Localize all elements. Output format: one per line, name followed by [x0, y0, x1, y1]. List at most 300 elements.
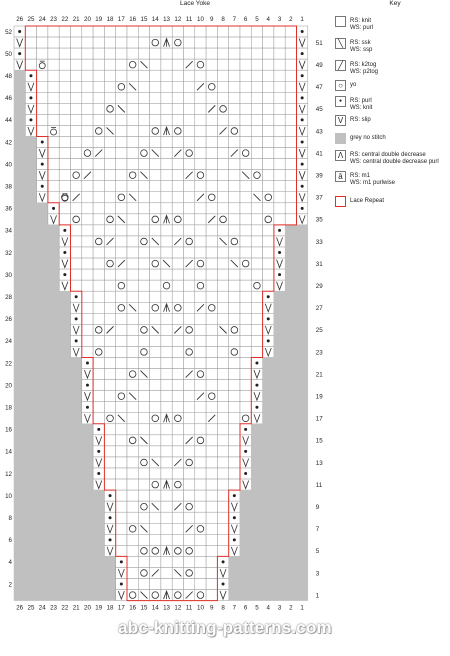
- grey-cell: [25, 148, 36, 159]
- knit-cell: [251, 302, 262, 313]
- knit-cell: [229, 114, 240, 125]
- grey-cell: [263, 435, 274, 446]
- grey-cell: [82, 435, 93, 446]
- grey-cell: [274, 523, 285, 534]
- knit-cell: [240, 26, 251, 37]
- knit-cell: [195, 590, 206, 601]
- knit-cell: [217, 37, 228, 48]
- knit-cell: [138, 37, 149, 48]
- row-number: 24: [5, 338, 12, 346]
- grey-cell: [263, 556, 274, 567]
- knit-cell: [229, 446, 240, 457]
- knit-cell: [206, 512, 217, 523]
- grey-cell: [297, 545, 308, 556]
- knit-cell: [150, 37, 161, 48]
- knit-cell: [251, 70, 262, 81]
- knit-cell: [161, 203, 172, 214]
- grey-cell: [285, 534, 296, 545]
- knit-cell: [127, 258, 138, 269]
- knit-cell: [71, 236, 82, 247]
- column-number: 24: [38, 16, 46, 23]
- knit-cell: [93, 114, 104, 125]
- knit-cell: [127, 313, 138, 324]
- grey-cell: [48, 446, 59, 457]
- chart-title: Lace Yoke: [179, 0, 210, 7]
- grey-cell: [82, 479, 93, 490]
- knit-cell: [138, 291, 149, 302]
- knit-cell: [195, 556, 206, 567]
- row-number: 39: [315, 172, 323, 180]
- knit-cell: [150, 280, 161, 291]
- knit-cell: [251, 114, 262, 125]
- knit-cell: [150, 81, 161, 92]
- grey-cell: [37, 203, 48, 214]
- column-number: 14: [151, 604, 159, 612]
- knit-cell: [71, 59, 82, 70]
- knit-cell: [82, 48, 93, 59]
- row-number: 9: [315, 503, 320, 511]
- knit-cell: [172, 280, 183, 291]
- legend-label: [350, 98, 372, 112]
- knit-cell: [150, 490, 161, 501]
- grey-cell: [25, 567, 36, 578]
- knit-cell: [195, 479, 206, 490]
- grey-cell: [48, 468, 59, 479]
- knit-cell: [206, 236, 217, 247]
- grey-cell: [37, 402, 48, 413]
- grey-cell: [37, 313, 48, 324]
- knit-cell: [172, 413, 183, 424]
- knit-cell: [285, 181, 296, 192]
- knit-cell: [172, 358, 183, 369]
- grey-cell: [25, 590, 36, 601]
- knit-cell: [184, 92, 195, 103]
- knit-cell: [150, 48, 161, 59]
- knit-cell: [206, 380, 217, 391]
- knit-cell: [195, 170, 206, 181]
- column-number: 15: [140, 604, 148, 612]
- grey-cell: [274, 501, 285, 512]
- knit-cell: [104, 114, 115, 125]
- grey-cell: [14, 457, 25, 468]
- knit-cell: [104, 214, 115, 225]
- knit-cell: [172, 48, 183, 59]
- grey-cell: [48, 556, 59, 567]
- knit-cell: [116, 313, 127, 324]
- knit-cell: [93, 369, 104, 380]
- grey-cell: [14, 170, 25, 181]
- grey-cell: [48, 291, 59, 302]
- knit-cell: [93, 313, 104, 324]
- grey-cell: [285, 490, 296, 501]
- knit-cell: [285, 59, 296, 70]
- knit-cell: [229, 269, 240, 280]
- knit-cell: [251, 59, 262, 70]
- knit-cell: [274, 203, 285, 214]
- grey-cell: [59, 346, 70, 357]
- knit-cell: [127, 37, 138, 48]
- knit-cell: [184, 48, 195, 59]
- knit-cell: [263, 48, 274, 59]
- purl-symbol: [278, 229, 281, 232]
- grey-cell: [263, 380, 274, 391]
- grey-cell: [25, 391, 36, 402]
- grey-cell: [48, 335, 59, 346]
- knit-cell: [150, 391, 161, 402]
- knit-cell: [161, 26, 172, 37]
- knit-cell: [172, 203, 183, 214]
- knit-cell: [25, 26, 36, 37]
- knit-cell: [184, 26, 195, 37]
- grey-cell: [82, 446, 93, 457]
- column-number: 2: [289, 604, 293, 612]
- knit-cell: [195, 236, 206, 247]
- row-number: 2: [8, 581, 12, 589]
- purl-symbol: [233, 516, 236, 519]
- knit-cell: [150, 579, 161, 590]
- knit-cell: [229, 125, 240, 136]
- knit-cell: [161, 92, 172, 103]
- grey-cell: [71, 545, 82, 556]
- knit-cell: [93, 302, 104, 313]
- knit-cell: [263, 236, 274, 247]
- knit-cell: [93, 402, 104, 413]
- grey-cell: [297, 302, 308, 313]
- knit-cell: [285, 26, 296, 37]
- knit-cell: [37, 81, 48, 92]
- knit-cell: [138, 181, 149, 192]
- grey-cell: [25, 203, 36, 214]
- knit-cell: [71, 181, 82, 192]
- grey-cell: [14, 225, 25, 236]
- knit-cell: [116, 346, 127, 357]
- knit-cell: [240, 247, 251, 258]
- row-number: 44: [5, 117, 12, 125]
- knit-cell: [59, 214, 70, 225]
- knit-cell: [229, 170, 240, 181]
- purl-symbol: [97, 450, 100, 453]
- knit-cell: [195, 48, 206, 59]
- grey-cell: [82, 556, 93, 567]
- knit-cell: [229, 37, 240, 48]
- knit-cell: [93, 324, 104, 335]
- grey-cell: [251, 556, 262, 567]
- column-number: 12: [174, 16, 182, 23]
- knit-cell: [161, 346, 172, 357]
- knit-cell: [127, 324, 138, 335]
- knit-cell: [217, 103, 228, 114]
- knit-cell: [195, 424, 206, 435]
- knit-cell: [172, 579, 183, 590]
- knit-cell: [127, 512, 138, 523]
- knit-cell: [195, 457, 206, 468]
- grey-cell: [14, 302, 25, 313]
- grey-cell: [285, 369, 296, 380]
- column-number: 18: [106, 16, 114, 23]
- grey-cell: [14, 324, 25, 335]
- knit-cell: [150, 556, 161, 567]
- knit-cell: [138, 446, 149, 457]
- grey-cell: [297, 346, 308, 357]
- grey-cell: [297, 369, 308, 380]
- knit-cell: [229, 457, 240, 468]
- grey-cell: [48, 346, 59, 357]
- grey-cell: [48, 225, 59, 236]
- grey-cell: [285, 335, 296, 346]
- grey-cell: [25, 490, 36, 501]
- grey-cell: [25, 501, 36, 512]
- knit-cell: [195, 313, 206, 324]
- knit-cell: [138, 269, 149, 280]
- column-number: 18: [106, 604, 114, 612]
- grey-cell: [37, 280, 48, 291]
- legend-ws-text: WS: ssp: [350, 47, 373, 53]
- knit-cell: [217, 247, 228, 258]
- knit-cell: [172, 424, 183, 435]
- grey-cell: [37, 369, 48, 380]
- grey-cell: [59, 424, 70, 435]
- grey-cell: [297, 247, 308, 258]
- knit-cell: [59, 59, 70, 70]
- knit-cell: [240, 59, 251, 70]
- knit-cell: [150, 225, 161, 236]
- knit-cell: [240, 346, 251, 357]
- grey-cell: [71, 435, 82, 446]
- knit-cell: [71, 159, 82, 170]
- knit-cell: [206, 490, 217, 501]
- grey-cell: [297, 313, 308, 324]
- knit-cell: [229, 137, 240, 148]
- knit-cell: [104, 181, 115, 192]
- knit-cell: [217, 369, 228, 380]
- purl-symbol: [278, 273, 281, 276]
- knit-cell: [229, 358, 240, 369]
- knit-cell: [217, 148, 228, 159]
- knit-cell: [217, 291, 228, 302]
- grey-cell: [71, 490, 82, 501]
- grey-cell: [297, 280, 308, 291]
- grey-cell: [240, 512, 251, 523]
- knit-cell: [229, 214, 240, 225]
- row-number: 12: [5, 470, 12, 478]
- column-number: 7: [232, 16, 237, 23]
- grey-cell: [14, 335, 25, 346]
- knit-cell: [161, 247, 172, 258]
- knit-cell: [229, 48, 240, 59]
- grey-cell: [274, 302, 285, 313]
- knit-cell: [59, 26, 70, 37]
- knit-cell: [195, 225, 206, 236]
- knit-cell: [195, 214, 206, 225]
- grey-cell: [71, 358, 82, 369]
- knit-cell: [150, 590, 161, 601]
- grey-cell: [274, 534, 285, 545]
- knit-cell: [240, 92, 251, 103]
- grey-cell: [263, 545, 274, 556]
- grey-cell: [37, 247, 48, 258]
- grey-cell: [297, 435, 308, 446]
- knit-cell: [150, 258, 161, 269]
- grey-cell: [14, 280, 25, 291]
- knit-cell: [82, 70, 93, 81]
- knit-cell: [116, 236, 127, 247]
- knit-cell: [172, 556, 183, 567]
- knit-cell: [195, 103, 206, 114]
- legend-label: [350, 152, 439, 166]
- knit-cell: [116, 280, 127, 291]
- knit-cell: [240, 225, 251, 236]
- knit-cell: [195, 137, 206, 148]
- knit-cell: [285, 214, 296, 225]
- grey-cell: [71, 391, 82, 402]
- grey-cell: [14, 556, 25, 567]
- knit-cell: [184, 413, 195, 424]
- grey-cell: [14, 490, 25, 501]
- knit-cell: [48, 70, 59, 81]
- grey-cell: [251, 534, 262, 545]
- grey-cell: [285, 413, 296, 424]
- knit-cell: [93, 170, 104, 181]
- knit-cell: [263, 92, 274, 103]
- knit-cell: [217, 380, 228, 391]
- grey-cell: [71, 534, 82, 545]
- knit-cell: [195, 37, 206, 48]
- grey-cell: [59, 358, 70, 369]
- grey-cell: [14, 567, 25, 578]
- knit-cell: [172, 479, 183, 490]
- legend-rs-text: RS: knit: [350, 18, 372, 24]
- knit-cell: [93, 81, 104, 92]
- knit-cell: [71, 170, 82, 181]
- knit-cell: [48, 181, 59, 192]
- knit-cell: [195, 203, 206, 214]
- knit-cell: [127, 280, 138, 291]
- grey-cell: [37, 446, 48, 457]
- column-number: 22: [61, 604, 69, 612]
- knit-cell: [195, 413, 206, 424]
- knit-cell: [240, 103, 251, 114]
- grey-cell: [48, 413, 59, 424]
- knit-cell: [285, 81, 296, 92]
- knit-cell: [150, 512, 161, 523]
- knit-cell: [172, 92, 183, 103]
- knit-cell: [127, 335, 138, 346]
- knit-cell: [104, 302, 115, 313]
- knit-cell: [172, 258, 183, 269]
- knit-cell: [150, 468, 161, 479]
- knit-cell: [161, 192, 172, 203]
- knit-cell: [104, 280, 115, 291]
- grey-cell: [59, 446, 70, 457]
- knit-cell: [217, 501, 228, 512]
- knit-cell: [127, 369, 138, 380]
- grey-cell: [37, 457, 48, 468]
- knit-cell: [206, 258, 217, 269]
- knit-cell: [48, 114, 59, 125]
- grey-cell: [297, 501, 308, 512]
- knit-cell: [217, 137, 228, 148]
- legend-rs-text: yo: [350, 82, 357, 88]
- knit-cell: [240, 70, 251, 81]
- grey-cell: [285, 545, 296, 556]
- knit-cell: [82, 103, 93, 114]
- repeat-icon: [335, 196, 346, 207]
- grey-cell: [48, 435, 59, 446]
- purl-symbol: [109, 538, 112, 541]
- knit-cell: [285, 92, 296, 103]
- knit-cell: [263, 269, 274, 280]
- knit-cell: [161, 280, 172, 291]
- knit-cell: [251, 181, 262, 192]
- grey-cell: [37, 545, 48, 556]
- grey-cell: [59, 501, 70, 512]
- knit-cell: [161, 48, 172, 59]
- knit-cell: [93, 181, 104, 192]
- column-number: 19: [95, 16, 103, 23]
- knit-cell: [206, 590, 217, 601]
- knit-cell: [263, 137, 274, 148]
- knit-cell: [127, 545, 138, 556]
- knit-cell: [195, 258, 206, 269]
- grey-cell: [59, 391, 70, 402]
- grey-cell: [285, 225, 296, 236]
- grey-cell: [71, 579, 82, 590]
- knit-cell: [217, 490, 228, 501]
- legend-rs-text: Lace Repeat: [350, 198, 385, 204]
- purl-symbol: [75, 317, 78, 320]
- grey-cell: [297, 490, 308, 501]
- knit-cell: [285, 170, 296, 181]
- knit-cell: [184, 512, 195, 523]
- grey-cell: [59, 545, 70, 556]
- grey-cell: [82, 468, 93, 479]
- grey-cell: [274, 579, 285, 590]
- grey-cell: [59, 579, 70, 590]
- knit-cell: [161, 269, 172, 280]
- column-number: 13: [163, 604, 170, 612]
- knit-cell: [104, 159, 115, 170]
- knit-cell: [161, 313, 172, 324]
- grey-cell: [71, 413, 82, 424]
- knit-cell: [217, 214, 228, 225]
- grey-cell: [263, 490, 274, 501]
- knit-cell: [251, 236, 262, 247]
- knit-cell: [82, 269, 93, 280]
- grey-cell: [14, 590, 25, 601]
- knit-cell: [48, 37, 59, 48]
- row-number: 13: [315, 459, 323, 467]
- purl-symbol: [29, 96, 32, 99]
- grey-cell: [25, 269, 36, 280]
- knit-cell: [116, 148, 127, 159]
- purl-symbol: [301, 96, 304, 99]
- knit-cell: [82, 92, 93, 103]
- knit-cell: [285, 137, 296, 148]
- grey-cell: [59, 512, 70, 523]
- knit-cell: [240, 81, 251, 92]
- knit-cell: [116, 26, 127, 37]
- cdd-icon: Λ: [335, 150, 346, 161]
- knit-cell: [195, 579, 206, 590]
- grey-cell: [14, 534, 25, 545]
- grey-cell: [25, 523, 36, 534]
- knit-cell: [82, 26, 93, 37]
- column-number: 6: [243, 604, 248, 612]
- knit-cell: [206, 468, 217, 479]
- knit-cell: [161, 103, 172, 114]
- knit-cell: [161, 181, 172, 192]
- knit-cell: [206, 302, 217, 313]
